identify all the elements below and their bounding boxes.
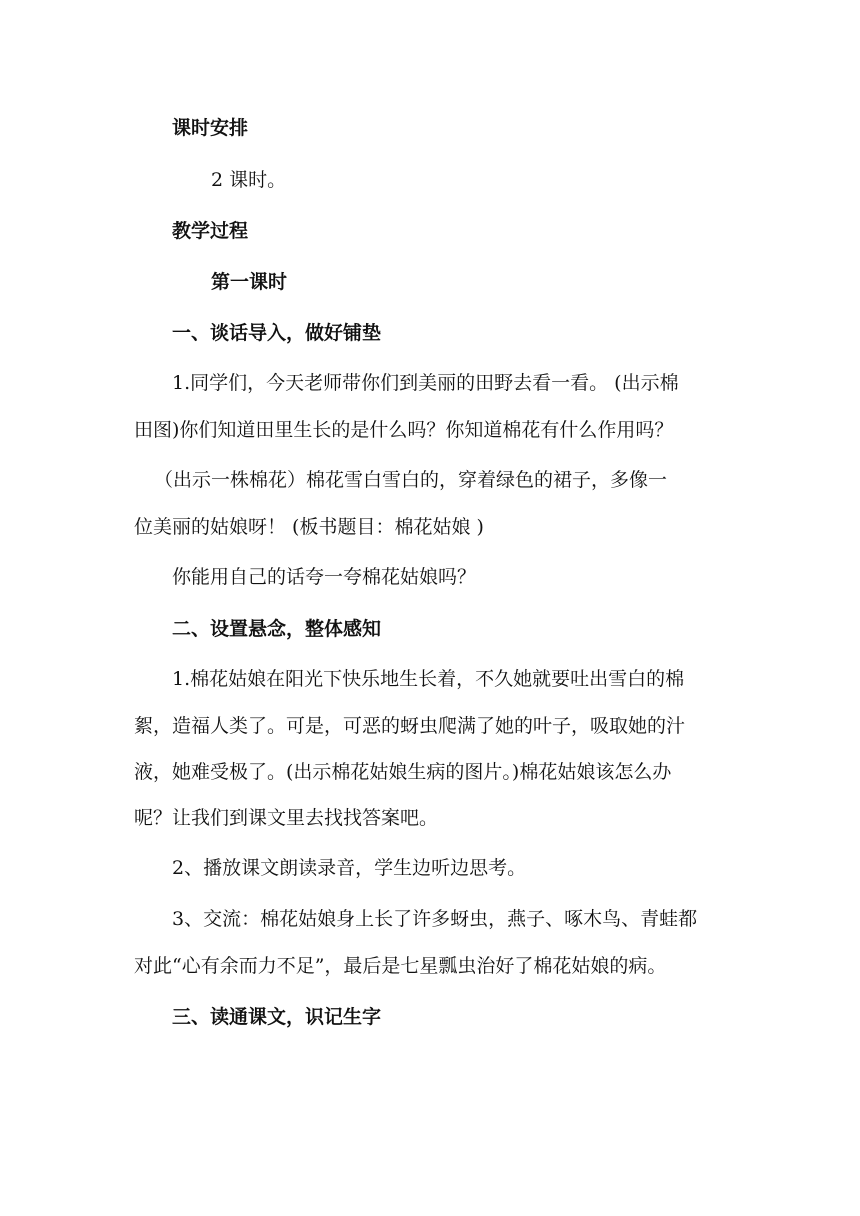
- part2-paragraph1-line2: 絮，造福人类了。可是，可恶的蚜虫爬满了她的叶子，吸取她的汁: [134, 715, 686, 737]
- part3-heading: 三、读通课文，识记生字: [172, 1006, 382, 1028]
- part2-paragraph1-line3: 液，她难受极了。(出示棉花姑娘生病的图片。)棉花姑娘该怎么办: [134, 761, 672, 783]
- part2-paragraph1-line1: 1.棉花姑娘在阳光下快乐地生长着，不久她就要吐出雪白的棉: [172, 668, 685, 690]
- part2-heading: 二、设置悬念，整体感知: [172, 618, 382, 640]
- part1-heading: 一、谈话导入，做好铺垫: [172, 322, 382, 344]
- schedule-text: 2 课时。: [211, 169, 287, 191]
- part1-paragraph3: 你能用自己的话夸一夸棉花姑娘吗？: [172, 566, 477, 588]
- part2-paragraph3-line2: 对此“心有余而力不足”，最后是七星瓢虫治好了棉花姑娘的病。: [134, 955, 667, 977]
- part2-paragraph2: 2、播放课文朗读录音，学生边听边思考。: [172, 857, 527, 879]
- part1-paragraph1-line1: 1.同学们，今天老师带你们到美丽的田野去看一看。 (出示棉: [172, 372, 679, 394]
- part1-paragraph2-line1: （出示一株棉花）棉花雪白雪白的，穿着绿色的裙子，多像一: [154, 469, 668, 491]
- part1-paragraph2-line2: 位美丽的姑娘呀！ (板书题目：棉花姑娘 ): [134, 516, 484, 538]
- lesson-one-heading: 第一课时: [211, 271, 288, 293]
- part2-paragraph3-line1: 3、交流：棉花姑娘身上长了许多蚜虫，燕子、啄木鸟、青蛙都: [172, 908, 698, 930]
- part1-paragraph1-line2: 田图)你们知道田里生长的是什么吗？你知道棉花有什么作用吗？: [134, 419, 674, 441]
- section-heading-process: 教学过程: [172, 220, 249, 242]
- section-heading-schedule: 课时安排: [172, 117, 249, 139]
- part2-paragraph1-line4: 呢？让我们到课文里去找找答案吧。: [134, 807, 439, 829]
